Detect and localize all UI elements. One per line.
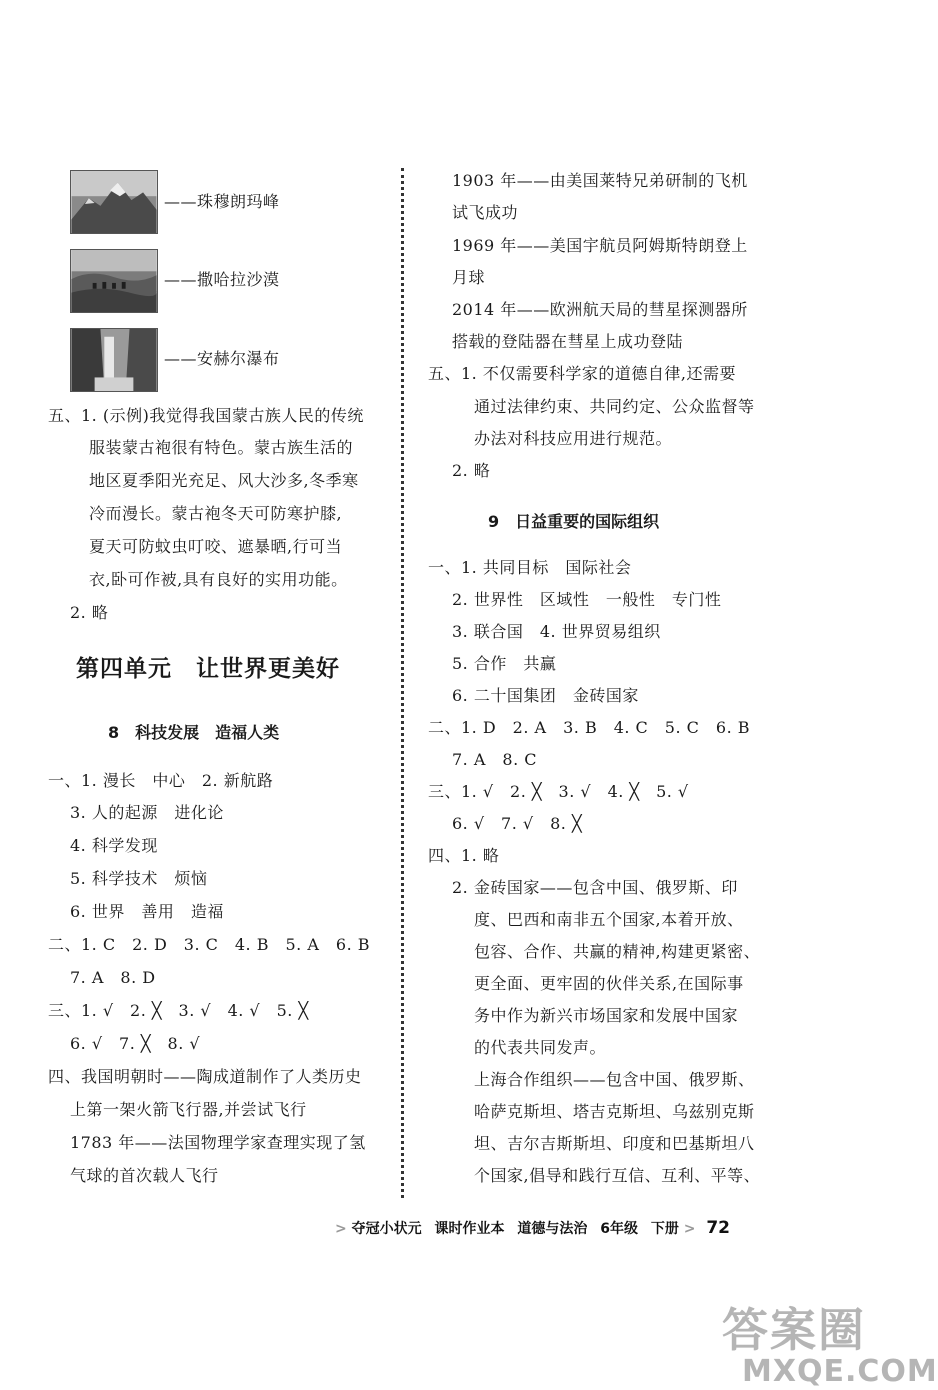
text-line: 衣,卧可作被,具有良好的实用功能。 xyxy=(89,570,348,589)
text-line: 度、巴西和南非五个国家,本着开放、 xyxy=(474,910,744,929)
text-line: 地区夏季阳光充足、风大沙多,冬季寒 xyxy=(89,471,359,490)
text-line: 5. 合作 共赢 xyxy=(452,654,557,673)
text-line: 7. A 8. C xyxy=(452,750,538,769)
watermark xyxy=(722,1305,938,1389)
text-line: 二、1. D 2. A 3. B 4. C 5. C 6. B xyxy=(428,718,750,737)
text-line: 哈萨克斯坦、塔吉克斯坦、乌兹别克斯 xyxy=(474,1102,755,1121)
column-divider xyxy=(401,168,404,1198)
text-line: 四、我国明朝时——陶成道制作了人类历史 xyxy=(48,1067,362,1086)
text-line: 2014 年——欧洲航天局的彗星探测器所 xyxy=(452,300,748,319)
text-line: 个国家,倡导和践行互信、互利、平等、 xyxy=(474,1166,761,1185)
text-line: 五、1. (示例)我觉得我国蒙古族人民的传统 xyxy=(48,406,364,425)
page-number: 72 xyxy=(706,1218,731,1238)
text-line: 一、1. 共同目标 国际社会 xyxy=(428,558,632,577)
footer-volume: 下册 xyxy=(650,1221,679,1237)
text-line: 务中作为新兴市场国家和发展中国家 xyxy=(474,1006,739,1025)
page-footer xyxy=(335,1218,730,1238)
text-line: 三、1. √ 2. ╳ 3. √ 4. √ 5. ╳ xyxy=(48,1001,309,1020)
text-line: 五、1. 不仅需要科学家的道德自律,还需要 xyxy=(428,364,736,383)
text-line: 5. 科学技术 烦恼 xyxy=(70,869,208,888)
text-line: 夏天可防蚊虫叮咬、遮暴晒,行可当 xyxy=(89,537,343,556)
watermark-bottom: MXQE.COM xyxy=(742,1354,938,1389)
text-line: 6. √ 7. √ 8. ╳ xyxy=(452,814,583,833)
text-line: 2. 略 xyxy=(452,461,491,480)
chevron-right-icon: > xyxy=(335,1221,347,1237)
footer-grade: 6年级 xyxy=(600,1221,638,1237)
photo-caption-1: ——珠穆朗玛峰 xyxy=(164,192,280,211)
desert-photo xyxy=(70,249,158,313)
text-line: 1783 年——法国物理学家查理实现了氢 xyxy=(70,1133,366,1152)
text-line: 3. 人的起源 进化论 xyxy=(70,803,224,822)
text-line: 一、1. 漫长 中心 2. 新航路 xyxy=(48,771,274,790)
text-line: 6. 世界 善用 造福 xyxy=(70,902,224,921)
text-line: 1903 年——由美国莱特兄弟研制的飞机 xyxy=(452,171,748,190)
text-line: 搭载的登陆器在彗星上成功登陆 xyxy=(452,332,684,351)
waterfall-photo xyxy=(70,328,158,392)
watermark-top: 答案圈 xyxy=(722,1303,866,1357)
text-line: 上第一架火箭飞行器,并尝试飞行 xyxy=(70,1100,307,1119)
text-line: 7. A 8. D xyxy=(70,968,156,987)
text-line: 上海合作组织——包含中国、俄罗斯、 xyxy=(474,1070,755,1089)
text-line: 的代表共同发声。 xyxy=(474,1038,607,1057)
footer-brand: 夺冠小状元 xyxy=(351,1221,422,1237)
text-line: 6. √ 7. ╳ 8. √ xyxy=(70,1034,201,1053)
text-line: 更全面、更牢固的伙伴关系,在国际事 xyxy=(474,974,744,993)
text-line: 四、1. 略 xyxy=(428,846,500,865)
text-line: 三、1. √ 2. ╳ 3. √ 4. ╳ 5. √ xyxy=(428,782,689,801)
text-line: 坦、吉尔吉斯斯坦、印度和巴基斯坦八 xyxy=(474,1134,755,1153)
photo-caption-3: ——安赫尔瀑布 xyxy=(164,349,280,368)
text-line: 办法对科技应用进行规范。 xyxy=(474,429,673,448)
text-line: 冷而漫长。蒙古袍冬天可防寒护膝, xyxy=(89,504,343,523)
text-line: 月球 xyxy=(452,268,486,287)
lesson-title-9: 9 日益重要的国际组织 xyxy=(488,512,660,531)
footer-subject: 道德与法治 xyxy=(517,1221,588,1237)
text-line: 二、1. C 2. D 3. C 4. B 5. A 6. B xyxy=(48,935,370,954)
text-line: 试飞成功 xyxy=(452,203,519,222)
text-line: 包容、合作、共赢的精神,构建更紧密、 xyxy=(474,942,761,961)
text-line: 1969 年——美国宇航员阿姆斯特朗登上 xyxy=(452,236,748,255)
text-line: 2. 世界性 区域性 一般性 专门性 xyxy=(452,590,722,609)
text-line: 2. 略 xyxy=(70,603,109,622)
mountain-photo xyxy=(70,170,158,234)
lesson-title-8: 8 科技发展 造福人类 xyxy=(108,723,280,742)
text-line: 气球的首次载人飞行 xyxy=(70,1166,219,1185)
text-line: 2. 金砖国家——包含中国、俄罗斯、印 xyxy=(452,878,738,897)
text-line: 服装蒙古袍很有特色。蒙古族生活的 xyxy=(89,438,354,457)
text-line: 通过法律约束、共同约定、公众监督等 xyxy=(474,397,755,416)
unit-title: 第四单元 让世界更美好 xyxy=(76,655,340,682)
footer-book: 课时作业本 xyxy=(434,1221,505,1237)
text-line: 4. 科学发现 xyxy=(70,836,158,855)
text-line: 6. 二十国集团 金砖国家 xyxy=(452,686,639,705)
chevron-right-icon: > xyxy=(683,1221,696,1237)
photo-caption-2: ——撒哈拉沙漠 xyxy=(164,270,280,289)
text-line: 3. 联合国 4. 世界贸易组织 xyxy=(452,622,661,641)
